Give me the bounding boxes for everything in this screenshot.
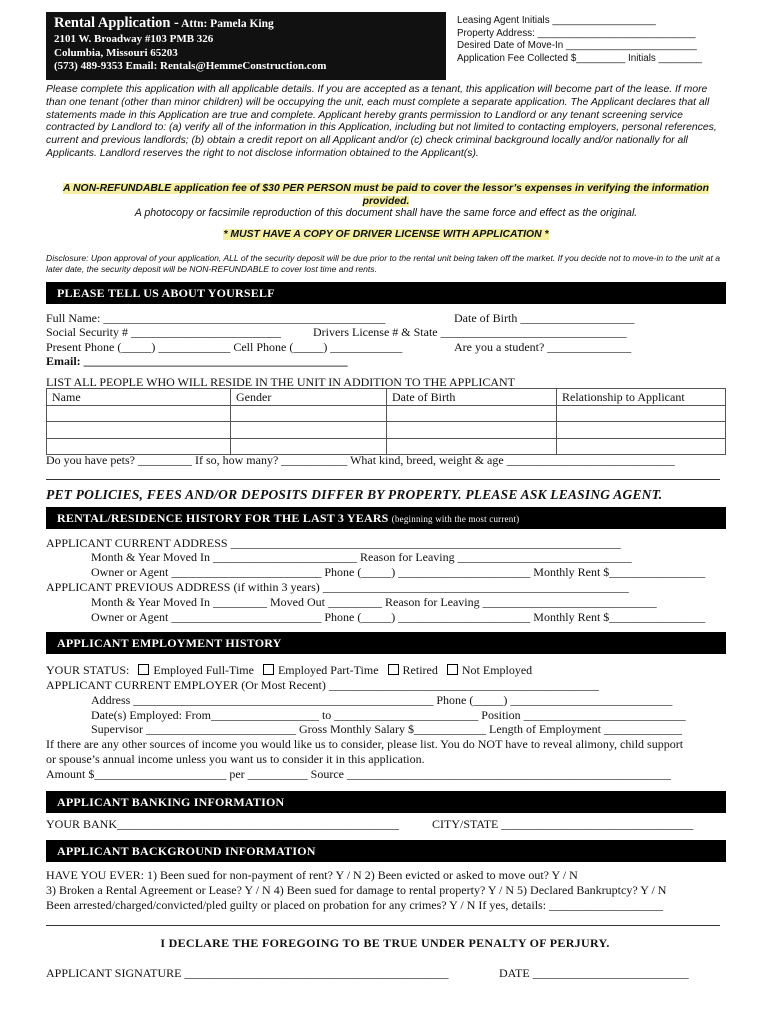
other-income-text-2: or spouse’s annual income unless you want us to consider it in this application. [46, 752, 425, 766]
col-gender: Gender [231, 389, 387, 406]
disclosure: Disclosure: Upon approval of your application, ALL of the security deposit will be due prior to the rental unit being taken off the market. If you decide not to move-in to the unit at a later date, the security deposit will be NON-REFUNDABLE to cover lost time and rents. [46, 253, 721, 274]
email-field[interactable]: Email: ____________________________________________ [46, 354, 348, 368]
supervisor-field[interactable]: Supervisor _________________________ Gross Monthly Salary $____________ Length of Employment _____________ [91, 722, 682, 736]
employment-dates-field[interactable]: Date(s) Employed: From__________________ to ________________________ Position ___________________________ [91, 708, 686, 722]
fee-notice: A NON-REFUNDABLE application fee of $30 PER PERSON must be paid to cover the lessor’s expenses in verifying the information provided. [63, 183, 709, 207]
details-extra-line [46, 925, 720, 926]
pet-policy-notice: PET POLICIES, FEES AND/OR DEPOSITS DIFFER BY PROPERTY. PLEASE ASK LEASING AGENT. [46, 487, 663, 502]
other-income-text: If there are any other sources of income you would like us to consider, please list. You do NOT have to reveal alimony, child support [46, 737, 684, 751]
previous-moved-field[interactable]: Month & Year Moved In _________ Moved Out _________ Reason for Leaving _____________________________ [91, 595, 657, 609]
photocopy-notice: A photocopy or facsimile reproduction of this document shall have the same force and effect as the original. [134, 207, 638, 219]
table-header-row [47, 389, 726, 406]
city-state-field[interactable]: CITY/STATE ________________________________ [432, 817, 694, 831]
property-address-field[interactable]: Property Address: _____________________________ [457, 27, 696, 39]
address-line-2: Columbia, Missouri 65203 [54, 46, 178, 59]
perjury-declaration: I DECLARE THE FOREGOING TO BE TRUE UNDER PENALTY OF PERJURY. [160, 936, 610, 950]
background-question-3[interactable]: Been arrested/charged/convicted/pled guilty or placed on probation for any crimes? Y / N If yes, details: ___________________ [46, 898, 664, 912]
letterhead [46, 12, 446, 80]
license-field[interactable]: Drivers License # & State _______________________________ [313, 325, 627, 339]
fee-collected-field[interactable]: Application Fee Collected $_________ Initials ________ [457, 52, 703, 64]
ssn-field[interactable]: Social Security # _________________________ [46, 325, 281, 339]
section-employment: APPLICANT EMPLOYMENT HISTORY [46, 632, 726, 654]
table-row[interactable] [47, 405, 726, 422]
section-rental-history: RENTAL/RESIDENCE HISTORY FOR THE LAST 3 YEARS (beginning with the most current) [46, 507, 726, 529]
student-field[interactable]: Are you a student? ______________ [454, 340, 632, 354]
agent-initials-field[interactable]: Leasing Agent Initials ___________________ [457, 15, 656, 26]
employer-field[interactable]: APPLICANT CURRENT EMPLOYER (Or Most Recent) _____________________________________________ [46, 678, 599, 692]
form-title: Rental Application - [54, 15, 179, 31]
signature-field[interactable]: APPLICANT SIGNATURE ____________________________________________ [46, 966, 449, 980]
attn-line: Attn: Pamela King [178, 18, 274, 30]
table-row[interactable] [47, 422, 726, 439]
col-name: Name [47, 389, 231, 406]
residents-heading: LIST ALL PEOPLE WHO WILL RESIDE IN THE UNIT IN ADDITION TO THE APPLICANT [46, 375, 515, 389]
phone-email-line: (573) 489-9353 Email: Rentals@HemmeConstruction.com [54, 60, 327, 72]
previous-owner-field[interactable]: Owner or Agent _________________________ Phone (_____) ______________________ Monthly Rent $________________ [91, 610, 706, 624]
agent-box [457, 15, 727, 65]
pets-field[interactable]: Do you have pets? _________ If so, how many? ___________ What kind, breed, weight & age ____________________________ [46, 453, 675, 467]
status-row: YOUR STATUS: Employed Full-Time Employed Part-Time Retired Not Employed [46, 663, 533, 677]
current-moved-in-field[interactable]: Month & Year Moved In ________________________ Reason for Leaving _____________________________ [91, 550, 632, 564]
not-employed-checkbox[interactable] [447, 664, 458, 675]
dob-field[interactable]: Date of Birth ___________________ [454, 311, 635, 325]
section-about-yourself: PLEASE TELL US ABOUT YOURSELF [46, 282, 726, 304]
residents-table [46, 388, 726, 455]
retired-checkbox[interactable] [388, 664, 399, 675]
section-background: APPLICANT BACKGROUND INFORMATION [46, 840, 726, 862]
previous-address-field[interactable]: APPLICANT PREVIOUS ADDRESS (if within 3 years) ___________________________________________________ [46, 580, 629, 594]
date-field[interactable]: DATE __________________________ [499, 966, 689, 980]
current-address-field[interactable]: APPLICANT CURRENT ADDRESS _________________________________________________________________ [46, 536, 621, 550]
full-time-checkbox[interactable] [138, 664, 149, 675]
phone-field[interactable]: Present Phone (_____) ____________ Cell Phone (_____) ____________ [46, 340, 403, 354]
income-amount-field[interactable]: Amount $______________________ per __________ Source ______________________________________________________ [46, 767, 671, 781]
current-owner-field[interactable]: Owner or Agent _________________________ Phone (_____) ______________________ Monthly Rent $________________ [91, 565, 706, 579]
move-in-date-field[interactable]: Desired Date of Move-In ________________________ [457, 40, 697, 51]
address-line-1: 2101 W. Broadway #103 PMB 326 [54, 33, 214, 45]
section-banking: APPLICANT BANKING INFORMATION [46, 791, 726, 813]
col-relationship: Relationship to Applicant [557, 389, 726, 406]
full-name-field[interactable]: Full Name: _______________________________________________ [46, 311, 386, 325]
employer-address-field[interactable]: Address __________________________________________________ Phone (_____) ___________________________ [91, 693, 673, 707]
background-question-1[interactable]: HAVE YOU EVER: 1) Been sued for non-payment of rent? Y / N 2) Been evicted or asked to move out? Y / N [46, 868, 578, 882]
background-question-2[interactable]: 3) Broken a Rental Agreement or Lease? Y / N 4) Been sued for damage to rental property? Y / N 5) Declared Bankruptcy? Y / N [46, 883, 667, 897]
part-time-checkbox[interactable] [263, 664, 274, 675]
pets-extra-line [46, 479, 720, 480]
status-label: YOUR STATUS: [46, 663, 130, 677]
bank-field[interactable]: YOUR BANK_______________________________________________ [46, 817, 400, 831]
col-dob: Date of Birth [387, 389, 557, 406]
license-notice: * MUST HAVE A COPY OF DRIVER LICENSE WITH APPLICATION * [223, 229, 549, 240]
intro-paragraph: Please complete this application with all applicable details. If you are accepted as a tenant, this application will become part of the lease. If more than one tenant (other than minor children) will be occupying the unit, each must complete a separate application. The Applicant declares that all statements made in this Application are true and complete. Applicant hereby grants permission to Landlord or any tenant screening service contracted by Landlord to: (a) verify all of the information in this Application, including but not limited to contacting employers, personal references, current and previous landlords; (b) obtain a credit report on all Applicant and/or (c) check criminal background locally and/or nationally for all Applicants. Landlord reserves the right to not disclose information obtained to the Applicant(s). [46, 84, 717, 159]
